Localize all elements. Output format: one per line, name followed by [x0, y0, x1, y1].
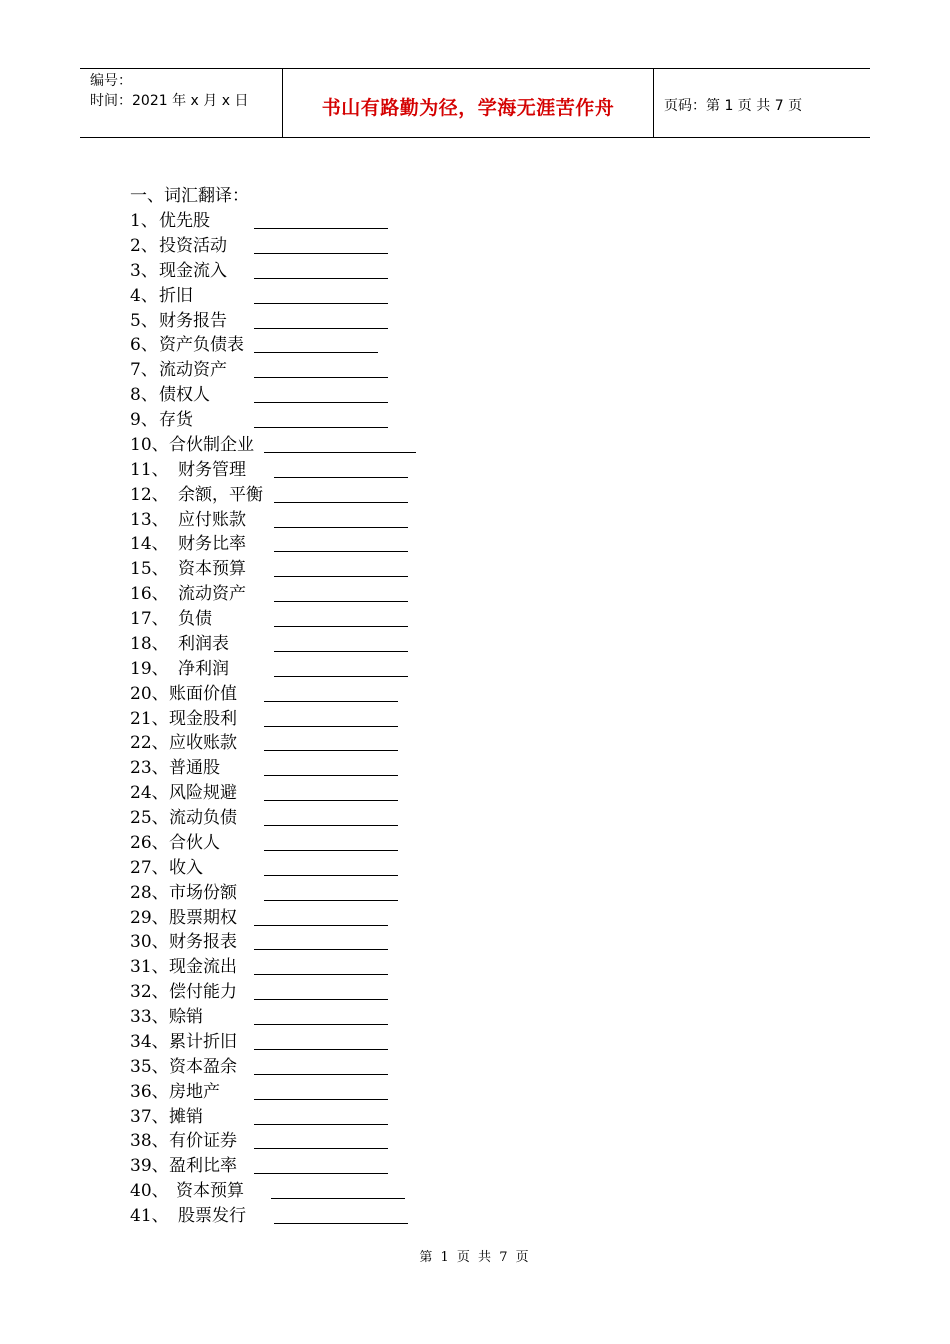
vocab-item	[130, 632, 530, 657]
header-page-info	[654, 69, 870, 137]
vocab-item-number: 5、	[130, 310, 158, 331]
page-header	[80, 68, 870, 138]
answer-blank-line[interactable]	[264, 775, 398, 776]
answer-blank-line[interactable]	[254, 999, 388, 1000]
vocab-item	[130, 1080, 530, 1105]
vocab-item	[130, 831, 530, 856]
vocab-item-number: 17、	[130, 609, 169, 629]
vocab-item-term: 财务比率	[178, 534, 246, 555]
vocab-item-term: 有价证券	[169, 1131, 237, 1152]
vocab-item-term: 流动负债	[169, 808, 237, 828]
answer-blank-line[interactable]	[264, 452, 416, 453]
vocab-item-number: 36、	[130, 1081, 169, 1102]
vocab-item-number: 11、	[130, 459, 169, 480]
vocab-item	[130, 259, 530, 284]
answer-blank-line[interactable]	[264, 800, 398, 801]
vocab-item-number: 16、	[130, 584, 169, 605]
answer-blank-line[interactable]	[254, 377, 388, 378]
vocab-item	[130, 383, 530, 408]
vocab-item	[130, 1204, 530, 1229]
answer-blank-line[interactable]	[274, 502, 408, 503]
vocab-item-number: 18、	[130, 633, 169, 654]
answer-blank-line[interactable]	[254, 1173, 388, 1174]
vocab-item-number: 35、	[130, 1056, 169, 1077]
vocab-item-number: 33、	[130, 1007, 169, 1027]
answer-blank-line[interactable]	[264, 750, 398, 751]
answer-blank-line[interactable]	[254, 328, 388, 329]
vocab-item	[130, 806, 530, 831]
vocab-item-term: 合伙人	[169, 832, 220, 853]
vocab-item-number: 26、	[130, 832, 169, 853]
vocab-item-term: 现金流入	[159, 260, 227, 281]
answer-blank-line[interactable]	[254, 253, 388, 254]
vocab-item-term: 合伙制企业	[169, 434, 254, 455]
vocab-item-number: 39、	[130, 1156, 169, 1177]
vocab-item	[130, 333, 530, 358]
vocab-item-number: 27、	[130, 857, 169, 878]
vocab-item-term: 负债	[178, 609, 212, 629]
vocab-item	[130, 1105, 530, 1130]
vocab-item-term: 投资活动	[159, 235, 227, 256]
vocab-item-term: 财务管理	[178, 459, 246, 480]
vocab-item-term: 财务报告	[159, 310, 227, 331]
answer-blank-line[interactable]	[254, 949, 388, 950]
vocab-item-number: 4、	[130, 285, 158, 306]
vocab-item-number: 8、	[130, 385, 158, 406]
vocab-item-number: 28、	[130, 882, 169, 903]
vocab-item-term: 盈利比率	[169, 1156, 237, 1177]
vocab-item-number: 14、	[130, 534, 169, 555]
vocab-item	[130, 930, 530, 955]
vocab-item-number: 34、	[130, 1031, 169, 1052]
vocab-item	[130, 284, 530, 309]
motto-text: 书山有路勤为径，学海无涯苦作舟	[321, 96, 615, 119]
vocab-item-number: 20、	[130, 683, 169, 704]
vocab-item-number: 24、	[130, 783, 169, 804]
vocab-item-term: 财务报表	[169, 932, 237, 953]
vocab-item-number: 38、	[130, 1131, 169, 1152]
vocab-item	[130, 1030, 530, 1055]
vocab-item-term: 余额，平衡	[178, 484, 263, 505]
vocab-item-number: 1、	[130, 211, 158, 231]
vocab-item	[130, 582, 530, 607]
vocab-item	[130, 458, 530, 483]
vocab-item	[130, 881, 530, 906]
vocab-item	[130, 1154, 530, 1179]
vocab-item-number: 29、	[130, 907, 169, 928]
vocab-item	[130, 234, 530, 259]
answer-blank-line[interactable]	[264, 900, 398, 901]
answer-blank-line[interactable]	[254, 303, 388, 304]
vocab-item-number: 3、	[130, 260, 158, 281]
header-motto-cell	[282, 69, 654, 137]
answer-blank-line[interactable]	[274, 676, 408, 677]
vocab-item-term: 应收账款	[169, 733, 237, 754]
vocab-item	[130, 557, 530, 582]
vocab-item-number: 30、	[130, 932, 169, 953]
answer-blank-line[interactable]	[254, 1049, 388, 1050]
answer-blank-line[interactable]	[274, 626, 408, 627]
vocab-item	[130, 1129, 530, 1154]
vocab-list	[130, 209, 530, 1229]
vocab-item	[130, 209, 530, 234]
vocab-item-term: 风险规避	[169, 783, 237, 804]
answer-blank-line[interactable]	[254, 228, 388, 229]
vocab-item-number: 15、	[130, 559, 169, 580]
vocab-item-term: 摊销	[169, 1106, 203, 1127]
answer-blank-line[interactable]	[254, 278, 388, 279]
vocab-item	[130, 1055, 530, 1080]
answer-blank-line[interactable]	[264, 875, 398, 876]
vocab-item	[130, 980, 530, 1005]
vocab-item-term: 现金流出	[169, 957, 237, 978]
vocab-item-term: 流动资产	[159, 360, 227, 381]
vocab-item-number: 41、	[130, 1206, 169, 1226]
number-label: 编号：	[90, 73, 132, 89]
vocab-item-number: 13、	[130, 509, 169, 530]
answer-blank-line[interactable]	[274, 651, 408, 652]
answer-blank-line[interactable]	[274, 551, 408, 552]
vocab-item-term: 账面价值	[169, 683, 237, 704]
vocab-item-number: 7、	[130, 360, 158, 381]
vocab-item-term: 净利润	[178, 658, 229, 679]
vocab-item	[130, 731, 530, 756]
vocab-item-term: 存货	[159, 410, 193, 430]
vocab-item-number: 12、	[130, 484, 169, 505]
vocab-item	[130, 781, 530, 806]
vocab-item	[130, 607, 530, 632]
page-footer: 第 1 页 共 7 页	[419, 1250, 531, 1265]
vocab-item	[130, 756, 530, 781]
answer-blank-line[interactable]	[254, 974, 388, 975]
vocab-item	[130, 707, 530, 732]
answer-blank-line[interactable]	[274, 576, 408, 577]
answer-blank-line[interactable]	[264, 701, 398, 702]
vocab-item	[130, 1005, 530, 1030]
vocab-item-term: 股票发行	[178, 1206, 246, 1226]
vocab-item	[130, 856, 530, 881]
vocab-item-number: 32、	[130, 982, 169, 1003]
vocab-item-number: 31、	[130, 957, 169, 978]
vocab-item-number: 22、	[130, 733, 169, 754]
vocab-item-number: 19、	[130, 658, 169, 679]
vocab-item-number: 25、	[130, 808, 169, 828]
vocab-item	[130, 508, 530, 533]
vocab-item-term: 债权人	[159, 385, 210, 406]
answer-blank-line[interactable]	[254, 427, 388, 428]
vocab-item-term: 赊销	[169, 1007, 203, 1027]
vocab-item-term: 收入	[169, 857, 203, 878]
vocab-item	[130, 433, 530, 458]
vocab-item	[130, 309, 530, 334]
vocab-item-term: 资本预算	[176, 1181, 244, 1202]
vocab-item-number: 21、	[130, 708, 169, 729]
vocab-item-term: 资本预算	[178, 559, 246, 580]
vocab-item-term: 应付账款	[178, 509, 246, 530]
vocab-item-term: 利润表	[178, 633, 229, 654]
vocab-item-term: 股票期权	[169, 907, 237, 928]
answer-blank-line[interactable]	[254, 1074, 388, 1075]
answer-blank-line[interactable]	[264, 825, 398, 826]
answer-blank-line[interactable]	[254, 1148, 388, 1149]
vocab-item-number: 6、	[130, 335, 158, 356]
vocab-item	[130, 682, 530, 707]
vocab-item-term: 资产负债表	[159, 335, 244, 356]
header-meta	[80, 69, 282, 137]
answer-blank-line[interactable]	[271, 1198, 405, 1199]
vocab-item	[130, 955, 530, 980]
vocab-item	[130, 408, 530, 433]
vocab-item-number: 10、	[130, 434, 169, 455]
answer-blank-line[interactable]	[274, 601, 408, 602]
vocab-item	[130, 657, 530, 682]
answer-blank-line[interactable]	[254, 1024, 388, 1025]
vocab-item-term: 偿付能力	[169, 982, 237, 1003]
answer-blank-line[interactable]	[254, 925, 388, 926]
vocab-item-term: 累计折旧	[169, 1031, 237, 1052]
vocab-item-term: 房地产	[169, 1081, 220, 1102]
vocab-item	[130, 358, 530, 383]
answer-blank-line[interactable]	[264, 850, 398, 851]
answer-blank-line[interactable]	[254, 352, 378, 353]
vocab-item	[130, 483, 530, 508]
vocab-item-number: 2、	[130, 235, 158, 256]
time-label: 时间：2021 年 x 月 x 日	[90, 93, 249, 109]
vocab-item-term: 普通股	[169, 758, 220, 779]
vocab-item-term: 现金股利	[169, 708, 237, 729]
answer-blank-line[interactable]	[274, 1223, 408, 1224]
vocab-item-number: 23、	[130, 758, 169, 779]
vocab-item	[130, 1179, 530, 1204]
vocab-item-term: 资本盈余	[169, 1056, 237, 1077]
vocab-item-number: 9、	[130, 410, 158, 430]
vocab-item-term: 优先股	[159, 211, 210, 231]
vocab-item-term: 流动资产	[178, 584, 246, 605]
answer-blank-line[interactable]	[274, 477, 408, 478]
answer-blank-line[interactable]	[254, 402, 388, 403]
vocab-item-number: 37、	[130, 1106, 169, 1127]
vocab-item	[130, 532, 530, 557]
vocab-item	[130, 906, 530, 931]
vocab-item-term: 折旧	[159, 285, 193, 306]
answer-blank-line[interactable]	[254, 1099, 388, 1100]
answer-blank-line[interactable]	[264, 726, 398, 727]
answer-blank-line[interactable]	[274, 527, 408, 528]
vocab-item-number: 40、	[130, 1181, 169, 1202]
vocab-item-term: 市场份额	[169, 882, 237, 903]
section-title: 一、词汇翻译：	[130, 186, 249, 206]
answer-blank-line[interactable]	[254, 1124, 388, 1125]
page-info-text: 页码：第 1 页 共 7 页	[664, 98, 803, 114]
